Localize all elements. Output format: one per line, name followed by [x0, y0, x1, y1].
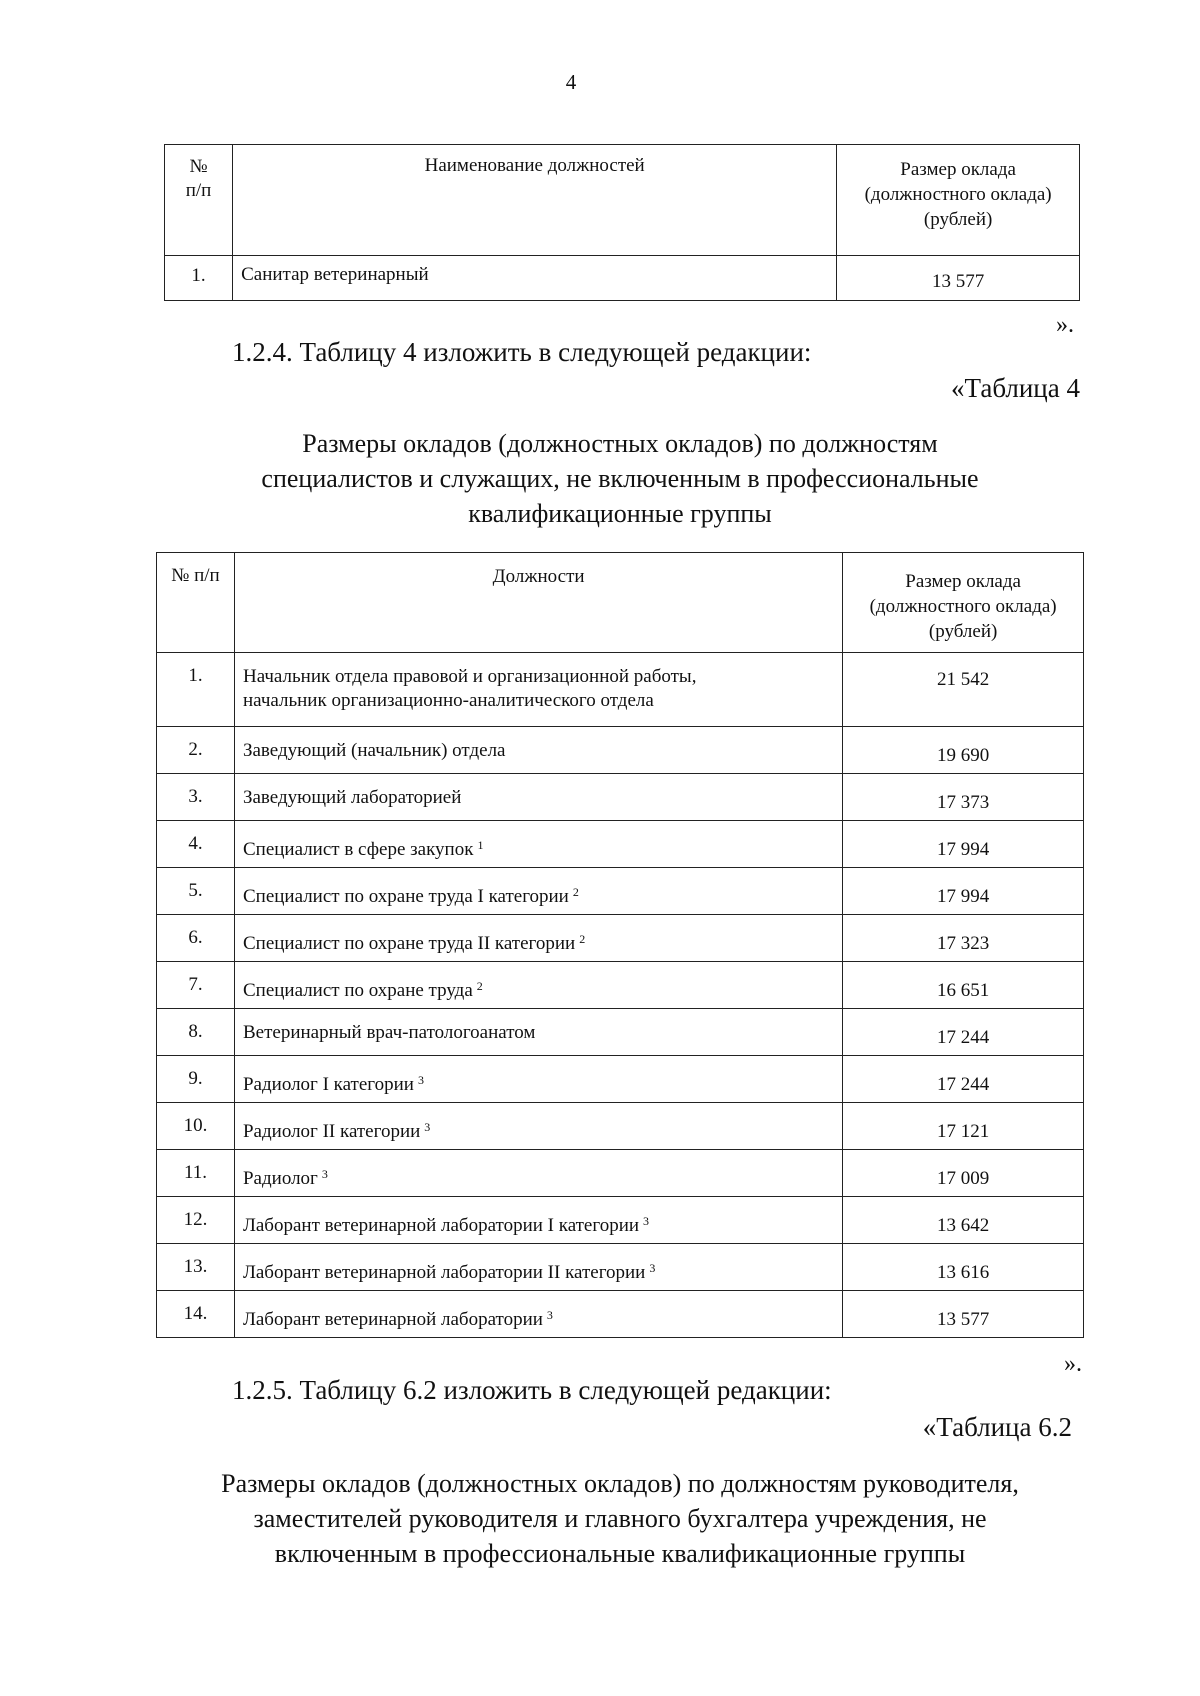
row-salary: 17 244: [843, 1056, 1084, 1103]
table-row: [157, 1291, 1084, 1338]
header-position-name-text: Наименование должностей: [424, 155, 645, 176]
row-position: [234, 774, 842, 821]
header-position-name: [233, 145, 837, 256]
header-positions: Должности: [234, 553, 842, 653]
row-salary: 17 994: [843, 868, 1084, 915]
row-position: [234, 1291, 842, 1338]
table-row: [157, 1244, 1084, 1291]
header-number-text: № п/п: [185, 156, 212, 201]
header-number: № п/п: [157, 553, 235, 653]
row-number: 2.: [157, 727, 235, 774]
row-salary: 17 244: [843, 1009, 1084, 1056]
positions-table-continued: [164, 144, 1080, 301]
row-position: [234, 1197, 842, 1244]
header-salary: [837, 145, 1080, 256]
row-position: [234, 1009, 842, 1056]
page-number: 4: [565, 70, 577, 94]
row-number: 1.: [165, 256, 233, 301]
table-row: [165, 256, 1080, 301]
row-number: 4.: [157, 821, 235, 868]
row-salary: 17 121: [843, 1103, 1084, 1150]
row-number: 6.: [157, 915, 235, 962]
row-position-text: Радиолог II категории: [242, 1121, 421, 1142]
row-position: [234, 1150, 842, 1197]
footnote-mark: 3: [649, 1261, 656, 1275]
row-number: 9.: [157, 1056, 235, 1103]
row-position: [234, 653, 842, 727]
instruction-124: 1.2.4. Таблицу 4 изложить в следующей редакции:: [232, 337, 812, 367]
row-position-text: Заведующий лабораторией: [242, 787, 462, 808]
row-number: 3.: [157, 774, 235, 821]
row-position-text: Специалист по охране труда: [242, 980, 473, 1001]
row-salary: 17 009: [843, 1150, 1084, 1197]
table-row: [157, 868, 1084, 915]
row-number: 8.: [157, 1009, 235, 1056]
header-salary-text: Размер оклада (должностного оклада) (рублей): [864, 159, 1052, 230]
row-position-text: Радиолог: [242, 1168, 318, 1189]
footnote-mark: 2: [476, 979, 483, 993]
row-salary: 17 323: [843, 915, 1084, 962]
quote-close-2: ».: [1064, 1351, 1082, 1377]
table-row: [157, 774, 1084, 821]
row-salary: 19 690: [843, 727, 1084, 774]
table-row: [157, 1197, 1084, 1244]
table-row: [157, 821, 1084, 868]
footnote-mark: 3: [643, 1214, 650, 1228]
table-4: [156, 552, 1084, 1338]
row-number: 13.: [157, 1244, 235, 1291]
footnote-mark: 3: [424, 1120, 431, 1134]
row-position-text: Лаборант ветеринарной лаборатории: [242, 1309, 543, 1330]
row-position-text: Радиолог I категории: [242, 1074, 414, 1095]
table-row: [157, 1009, 1084, 1056]
row-position: [234, 915, 842, 962]
row-number: 10.: [157, 1103, 235, 1150]
row-number: 1.: [157, 653, 235, 727]
row-salary: 17 373: [843, 774, 1084, 821]
footnote-mark: 3: [546, 1308, 553, 1322]
row-position-text: Начальник отдела правовой и организационной работы, начальник организационно-аналитического отдела: [242, 666, 697, 711]
row-position: [234, 868, 842, 915]
footnote-mark: 3: [417, 1073, 424, 1087]
row-salary: 17 994: [843, 821, 1084, 868]
row-position-text: Лаборант ветеринарной лаборатории II категории: [242, 1262, 646, 1283]
row-salary: 13 577: [837, 256, 1080, 301]
table-row: [157, 1056, 1084, 1103]
row-position: [234, 962, 842, 1009]
row-number: 14.: [157, 1291, 235, 1338]
header-salary-text: Размер оклада (должностного оклада) (рублей): [869, 571, 1057, 642]
row-position-text: Специалист в сфере закупок: [242, 839, 474, 860]
row-position: [234, 1244, 842, 1291]
row-salary: 13 616: [843, 1244, 1084, 1291]
row-position: [234, 821, 842, 868]
row-salary: 16 651: [843, 962, 1084, 1009]
table-row: [157, 727, 1084, 774]
table-label-6-2: «Таблица 6.2: [922, 1412, 1072, 1442]
table-6-2-title: Размеры окладов (должностных окладов) по должностям руководителя, заместителей руководителя и главного бухгалтера учреждения, не включенным в профессиональные квалификационные группы: [221, 1469, 1019, 1568]
row-number: 7.: [157, 962, 235, 1009]
row-salary: 21 542: [843, 653, 1084, 727]
footnote-mark: 2: [579, 932, 586, 946]
instruction-125: 1.2.5. Таблицу 6.2 изложить в следующей редакции:: [232, 1375, 832, 1405]
row-position-text: Лаборант ветеринарной лаборатории I категории: [242, 1215, 640, 1236]
row-position-text: Ветеринарный врач-патологоанатом: [242, 1022, 536, 1043]
footnote-mark: 2: [572, 885, 579, 899]
table-row: [157, 1150, 1084, 1197]
table-header-row: [165, 145, 1080, 256]
table-label-4: «Таблица 4: [951, 373, 1080, 403]
row-position: [234, 1103, 842, 1150]
table-row: [157, 962, 1084, 1009]
row-number: 11.: [157, 1150, 235, 1197]
table-row: [157, 1103, 1084, 1150]
row-position-text: Специалист по охране труда II категории: [242, 933, 576, 954]
row-number: 5.: [157, 868, 235, 915]
row-position: Санитар ветеринарный: [233, 256, 837, 301]
quote-close-1: ».: [1056, 312, 1074, 338]
footnote-mark: 3: [321, 1167, 328, 1181]
table-row: [157, 653, 1084, 727]
row-position-text: Заведующий (начальник) отдела: [242, 740, 506, 761]
row-position: [234, 1056, 842, 1103]
header-number: [165, 145, 233, 256]
row-salary: 13 577: [843, 1291, 1084, 1338]
table-4-title: Размеры окладов (должностных окладов) по должностям специалистов и служащих, не включенным в профессиональные квалификационные группы: [261, 429, 979, 528]
header-salary: [843, 553, 1084, 653]
footnote-mark: 1: [477, 838, 484, 852]
row-position-text: Специалист по охране труда I категории: [242, 886, 569, 907]
row-salary: 13 642: [843, 1197, 1084, 1244]
row-position: [234, 727, 842, 774]
row-number: 12.: [157, 1197, 235, 1244]
table-header-row: [157, 553, 1084, 653]
table-row: [157, 915, 1084, 962]
